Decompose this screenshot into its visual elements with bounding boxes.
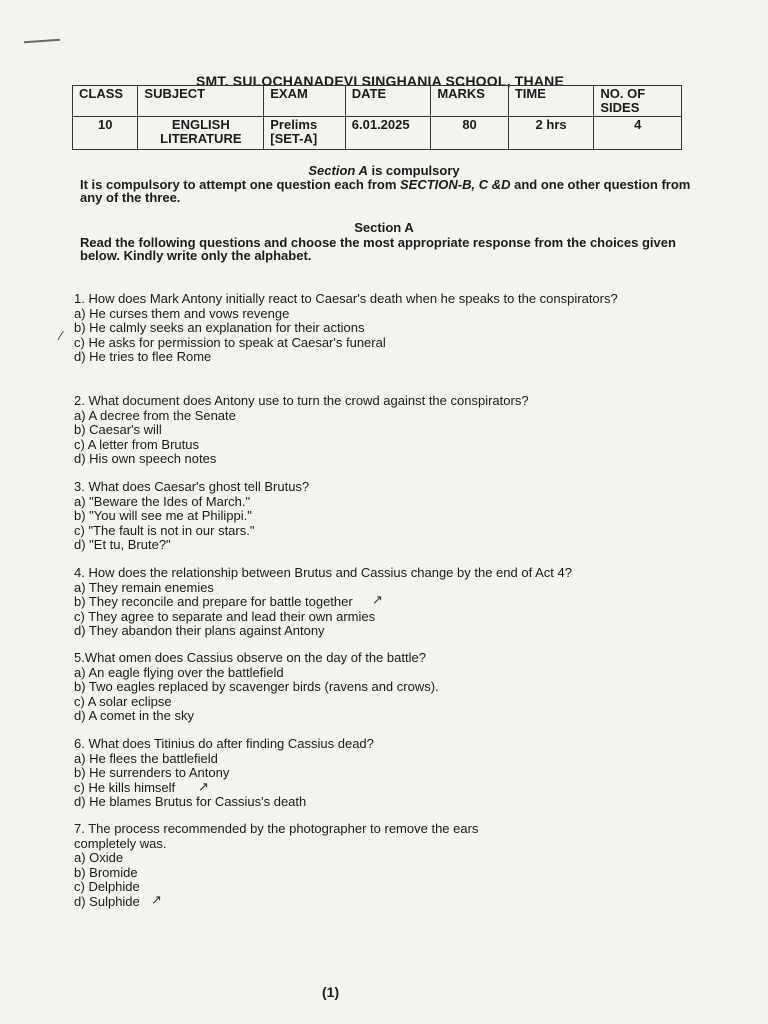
option-a: a) An eagle flying over the battlefield [74, 664, 284, 680]
option-a: a) They remain enemies [74, 579, 214, 595]
value-date: 6.01.2025 [345, 117, 431, 150]
option-a: a) He flees the battlefield [74, 750, 218, 766]
school-name: SMT. SULOCHANADEVI SINGHANIA SCHOOL, THANE [196, 73, 565, 89]
question-text: 2. What document does Antony use to turn the crowd against the conspirators? [74, 393, 529, 408]
value-marks: 80 [431, 117, 509, 150]
option-c: c) Delphide [74, 879, 140, 894]
question-text: 1. How does Mark Antony initially react to Caesar's death when he speaks to the conspirators? [74, 291, 618, 306]
question-7 [74, 822, 514, 909]
page-number: (1) [322, 984, 340, 1000]
compulsory-section-name: Section A [308, 163, 368, 178]
option-d: d) He blames Brutus for Cassius's death [74, 794, 307, 809]
option-c: c) "The fault is not in our stars." [74, 522, 255, 538]
option-d: d) Sulphide [74, 893, 140, 909]
value-time: 2 hrs [508, 117, 594, 150]
exam-info-table [72, 85, 682, 150]
option-b: b) He calmly seeks an explanation for their actions [74, 320, 365, 335]
option-c: c) A solar eclipse [74, 693, 172, 709]
question-text: 5.What omen does Cassius observe on the day of the battle? [74, 650, 426, 665]
question-2 [74, 394, 714, 467]
compulsory-line [0, 163, 768, 178]
instruction-part1: It is compulsory to attempt one question each from [80, 177, 400, 192]
question-4 [74, 566, 714, 639]
question-text: 7. The process recommended by the photographer to remove the ears completely was. [74, 821, 479, 851]
value-exam: Prelims [SET-A] [264, 117, 346, 150]
question-6 [74, 737, 714, 810]
value-sides: 4 [594, 117, 682, 150]
header-class: CLASS [73, 86, 138, 117]
header-date: DATE [345, 86, 431, 117]
question-3 [74, 480, 714, 553]
general-instruction [80, 178, 700, 204]
option-c: c) He asks for permission to speak at Caesar's funeral [74, 334, 386, 350]
question-text: 3. What does Caesar's ghost tell Brutus? [74, 479, 310, 494]
option-a: a) A decree from the Senate [74, 407, 236, 423]
option-a: a) He curses them and vows revenge [74, 305, 290, 321]
option-b: b) Two eagles replaced by scavenger birds (ravens and crows). [74, 679, 439, 694]
section-a-instruction: Read the following questions and choose the most appropriate response from the choices given below. Kindly write only the alphabet. [80, 235, 676, 263]
header-subject: SUBJECT [138, 86, 264, 117]
option-a: a) "Beware the Ides of March." [74, 493, 251, 509]
instruction-sections: SECTION-B, C &D [400, 177, 511, 192]
question-5 [74, 651, 714, 724]
option-b: b) Bromide [74, 864, 138, 880]
option-d: d) They abandon their plans against Antony [74, 623, 325, 638]
option-b: b) Caesar's will [74, 422, 162, 437]
option-b: b) They reconcile and prepare for battle together [74, 594, 353, 609]
table-header-row [73, 86, 682, 117]
tick-mark: ⁄ [60, 328, 63, 343]
pen-mark [24, 39, 60, 44]
option-b: b) "You will see me at Philippi." [74, 508, 252, 523]
compulsory-text: is compulsory [367, 163, 460, 178]
question-text: 4. How does the relationship between Brutus and Cassius change by the end of Act 4? [74, 565, 572, 580]
instruction-part2: and one other question from any of the three. [80, 177, 691, 205]
option-d: d) His own speech notes [74, 451, 217, 466]
header-time: TIME [508, 86, 594, 117]
question-text: 6. What does Titinius do after finding Cassius dead? [74, 736, 374, 751]
value-subject: ENGLISH LITERATURE [138, 117, 264, 150]
table-value-row [73, 117, 682, 150]
question-1 [74, 292, 714, 365]
option-d: d) A comet in the sky [74, 708, 194, 723]
header-sides: NO. OF SIDES [594, 86, 682, 117]
value-class: 10 [73, 117, 138, 150]
header-exam: EXAM [264, 86, 346, 117]
option-d: d) "Et tu, Brute?" [74, 537, 171, 552]
header-marks: MARKS [431, 86, 509, 117]
option-c: c) They agree to separate and lead their own armies [74, 608, 376, 624]
option-d: d) He tries to flee Rome [74, 349, 212, 364]
section-a-heading: Section A [354, 220, 414, 235]
tick-mark: ↗ [198, 779, 209, 794]
tick-mark: ↗ [151, 892, 162, 907]
option-a: a) Oxide [74, 850, 124, 865]
option-c: c) He kills himself [74, 779, 176, 795]
option-c: c) A letter from Brutus [74, 436, 199, 452]
option-b: b) He surrenders to Antony [74, 765, 230, 780]
tick-mark: ↗ [372, 592, 383, 607]
